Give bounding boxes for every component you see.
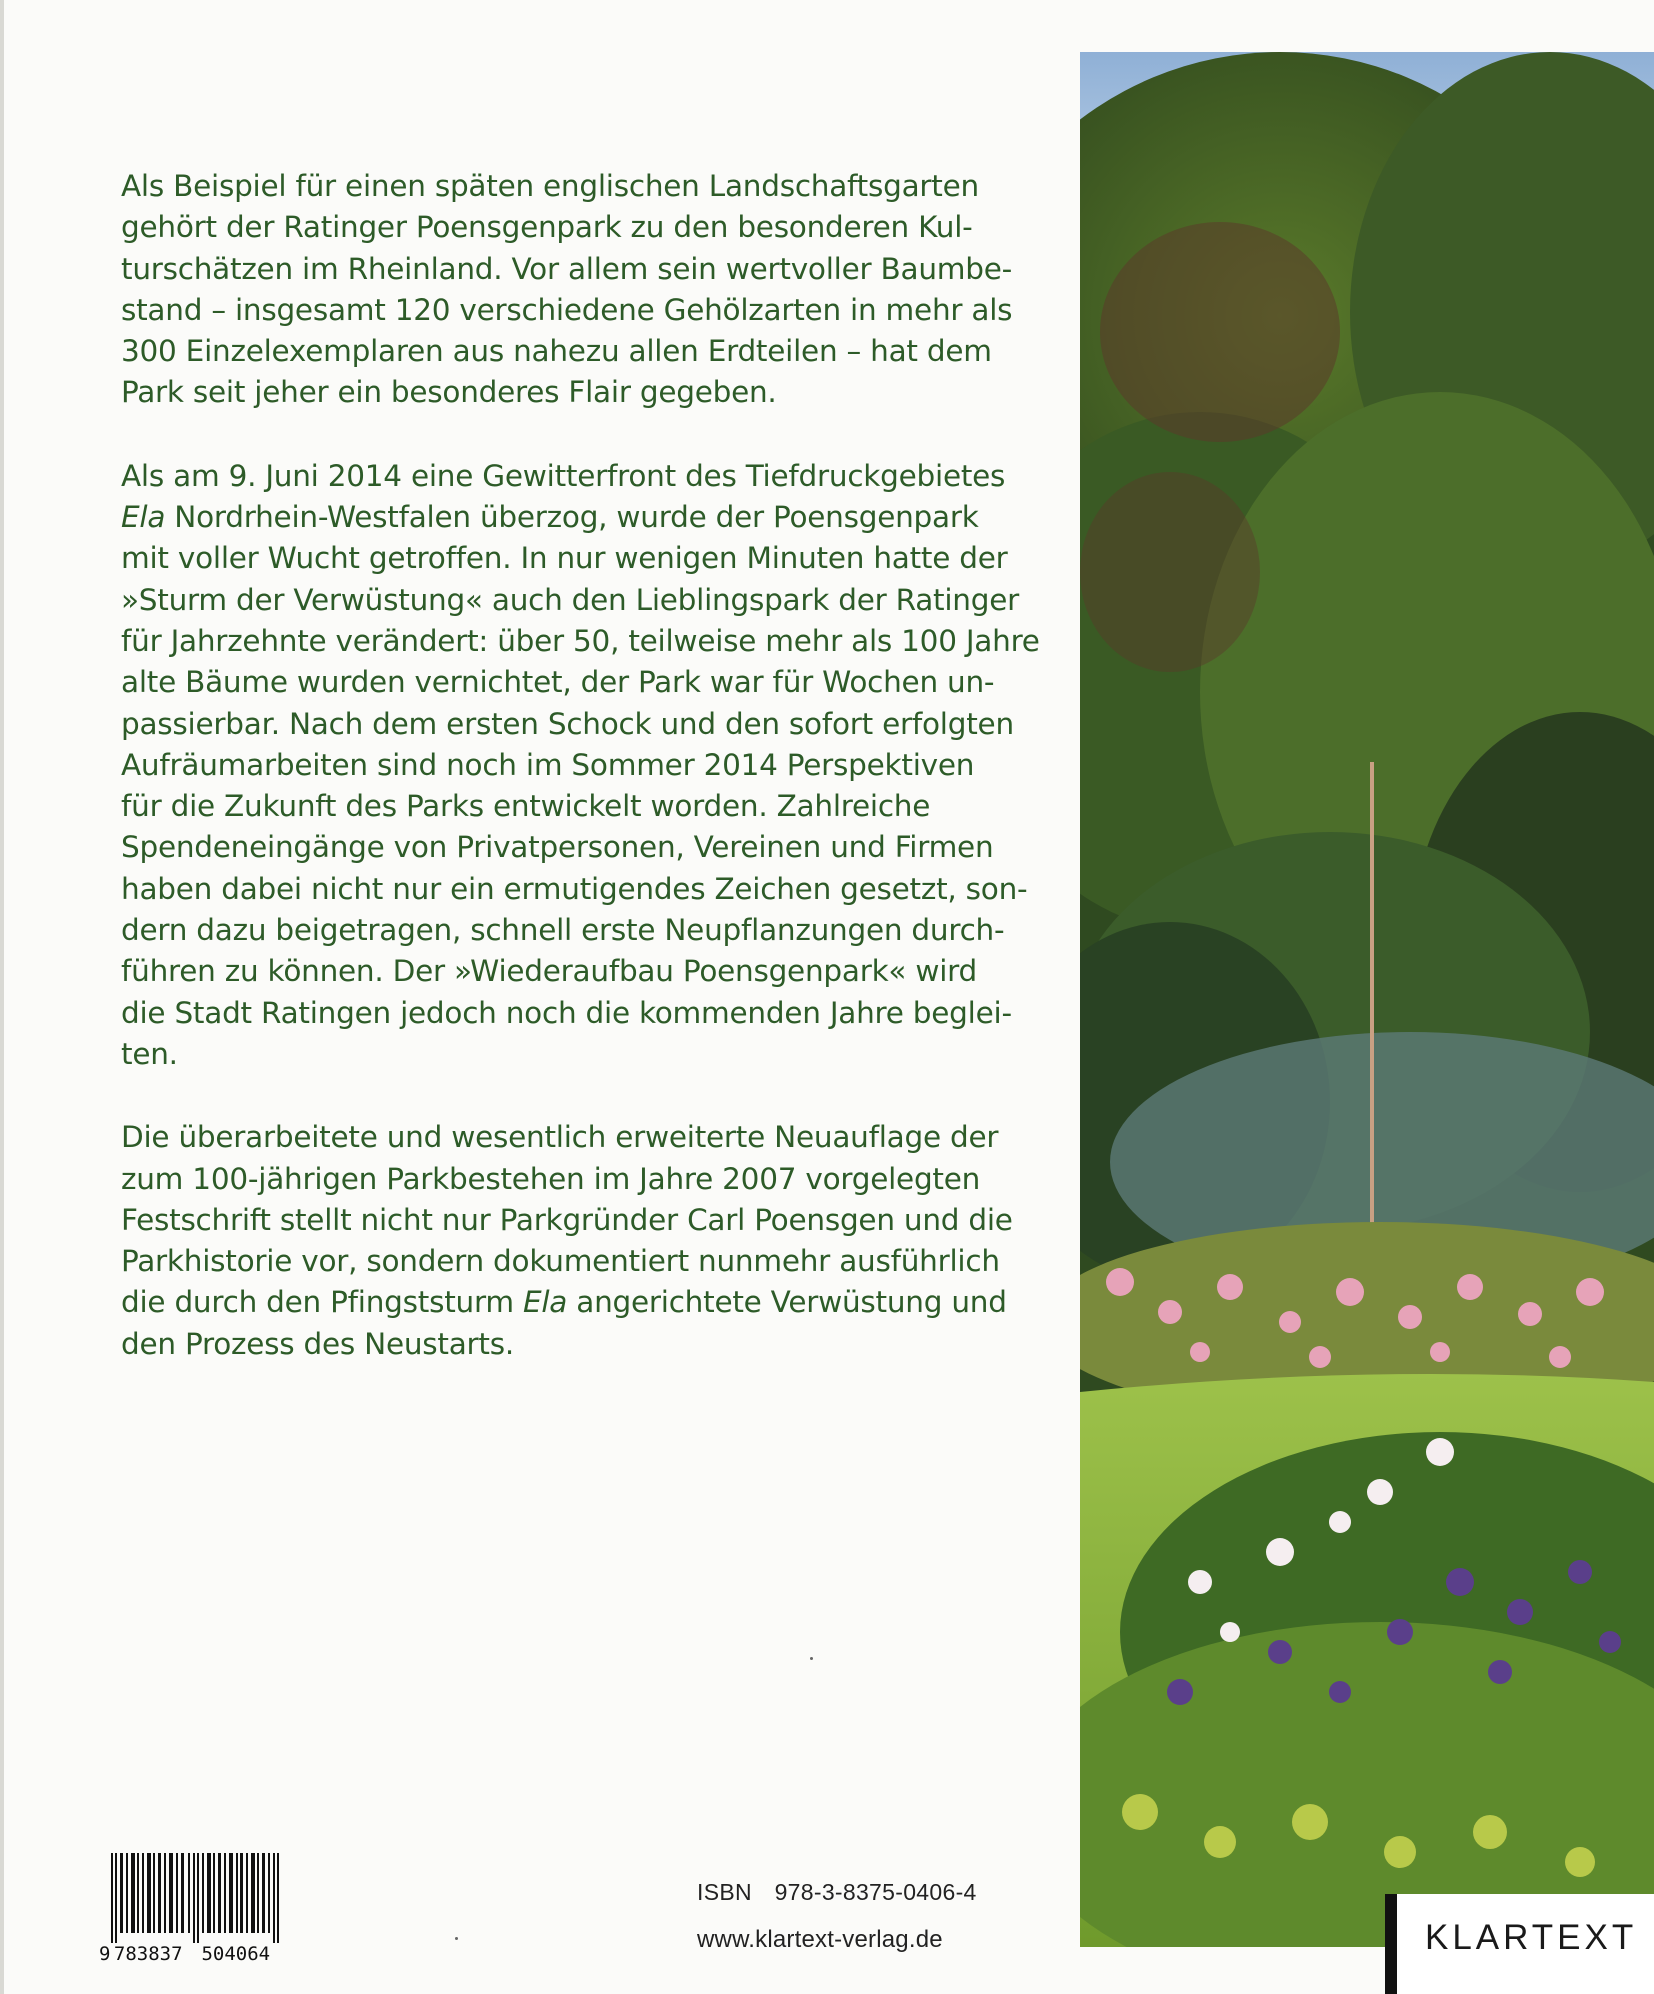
blurb-line: [121, 662, 995, 703]
storm-name: Ela: [121, 500, 166, 535]
blurb-text-segment: Aufräumarbeiten sind noch im Sommer 2014 Perspektiven: [121, 747, 975, 782]
storm-name: Ela: [522, 1285, 568, 1320]
blurb-paragraph: [121, 1117, 1013, 1365]
blurb-text-segment: Nordrhein-Westfalen überzog, wurde der Poensgenpark: [165, 500, 979, 535]
blurb-line: [121, 1324, 981, 1365]
blurb-text-segment: ten.: [121, 1036, 178, 1071]
barcode: [99, 1853, 289, 1973]
isbn: [697, 1879, 977, 1906]
blurb-line: [121, 621, 1040, 662]
blurb-text-segment: turschätzen im Rheinland. Vor allem sein wertvoller Baumbe-: [121, 251, 1013, 286]
blurb-line: [121, 993, 1012, 1034]
blurb-line: [121, 869, 1028, 910]
blurb-line: [121, 456, 1006, 497]
blurb-line: [121, 538, 1008, 579]
blurb-text-segment: haben dabei nicht nur ein ermutigendes Zeichen gesetzt, son-: [121, 871, 1028, 906]
blurb-text-segment: alte Bäume wurden vernichtet, der Park war für Wochen un-: [121, 665, 995, 700]
blurb-line: [121, 249, 1013, 290]
blurb-text-segment: führen zu können. Der »Wiederaufbau Poensgenpark« wird: [121, 954, 978, 989]
blurb-text-segment: zum 100-jährigen Parkbestehen im Jahre 2007 vorgelegten: [121, 1161, 981, 1196]
dust-speck: [455, 1937, 458, 1940]
blurb-line: [121, 827, 994, 868]
blurb-text-segment: Als am 9. Juni 2014 eine Gewitterfront des Tiefdruckgebietes: [121, 458, 1006, 493]
barcode-digit-group-1: 783837: [113, 1943, 183, 1965]
blurb-line: [121, 1034, 981, 1075]
blurb-line: [121, 207, 981, 248]
blurb-line: [121, 331, 992, 372]
blurb-text-segment: passierbar. Nach dem ersten Schock und den sofort erfolgten: [121, 706, 1014, 741]
blurb-text-segment: für Jahrzehnte verändert: über 50, teilweise mehr als 100 Jahre: [121, 623, 1040, 658]
blurb-text-segment: »Sturm der Verwüstung« auch den Lieblingspark der Ratinger: [121, 582, 1019, 617]
blurb-line: [121, 1282, 1007, 1323]
blurb-line: [121, 745, 981, 786]
park-photo: [1080, 52, 1654, 1947]
blurb-text-segment: die durch den Pfingststurm: [121, 1285, 523, 1320]
blurb-line: [121, 1159, 981, 1200]
blurb-line: [121, 1200, 1013, 1241]
page-edge: [0, 0, 4, 1994]
blurb-text-segment: für die Zukunft des Parks entwickelt worden. Zahlreiche: [121, 789, 931, 824]
blurb-line: [121, 372, 981, 413]
blurb-line: [121, 1241, 1000, 1282]
blurb-text-segment: mit voller Wucht getroffen. In nur wenigen Minuten hatte der: [121, 541, 1008, 576]
dust-speck: [810, 1657, 813, 1660]
blurb-line: [121, 786, 981, 827]
barcode-digit-lead: 9: [99, 1943, 111, 1965]
blurb-text-segment: Park seit jeher ein besonderes Flair gegeben.: [121, 375, 777, 410]
blurb-text: [121, 166, 1040, 1407]
blurb-text-segment: die Stadt Ratingen jedoch noch die kommenden Jahre beglei-: [121, 995, 1012, 1030]
blurb-line: [121, 580, 1019, 621]
blurb-text-segment: den Prozess des Neustarts.: [121, 1326, 514, 1361]
blurb-line: [121, 951, 981, 992]
blurb-line: [121, 910, 1005, 951]
blurb-line: [121, 290, 1013, 331]
blurb-text-segment: stand – insgesamt 120 verschiedene Gehölzarten in mehr als: [121, 292, 1013, 327]
blurb-paragraph: [121, 456, 1040, 1075]
blurb-text-segment: Festschrift stellt nicht nur Parkgründer Carl Poensgen und die: [121, 1202, 1013, 1237]
isbn-number: 978-3-8375-0406-4: [774, 1879, 977, 1905]
blurb-line: [121, 497, 981, 538]
blurb-text-segment: Als Beispiel für einen späten englischen Landschaftsgarten: [121, 169, 979, 203]
blurb-line: [121, 704, 1014, 745]
blurb-text-segment: angerichtete Verwüstung und: [567, 1285, 1007, 1320]
blurb-paragraph: [121, 166, 1013, 414]
blurb-text-segment: Die überarbeitete und wesentlich erweiterte Neuauflage der: [121, 1120, 999, 1155]
barcode-icon: [99, 1853, 289, 1943]
blurb-text-segment: 300 Einzelexemplaren aus nahezu allen Erdteilen – hat dem: [121, 334, 992, 369]
blurb-line: [121, 166, 981, 207]
blurb-text-segment: Spendeneingänge von Privatpersonen, Vereinen und Firmen: [121, 830, 994, 865]
publisher-logo-bar: [1385, 1894, 1397, 1994]
publisher-website: www.klartext-verlag.de: [697, 1926, 943, 1953]
blurb-line: [121, 1117, 999, 1158]
isbn-label: ISBN: [697, 1879, 752, 1905]
blurb-text-segment: dern dazu beigetragen, schnell erste Neupflanzungen durch-: [121, 913, 1005, 948]
barcode-digits: [99, 1943, 289, 1973]
blurb-text-segment: gehört der Ratinger Poensgenpark zu den besonderen Kul-: [121, 210, 973, 245]
barcode-digit-group-2: 504064: [201, 1943, 271, 1965]
publisher-logo: [1385, 1894, 1654, 1994]
blurb-text-segment: Parkhistorie vor, sondern dokumentiert nunmehr ausführlich: [121, 1244, 1000, 1279]
publisher-name: KLARTEXT: [1425, 1918, 1638, 1957]
